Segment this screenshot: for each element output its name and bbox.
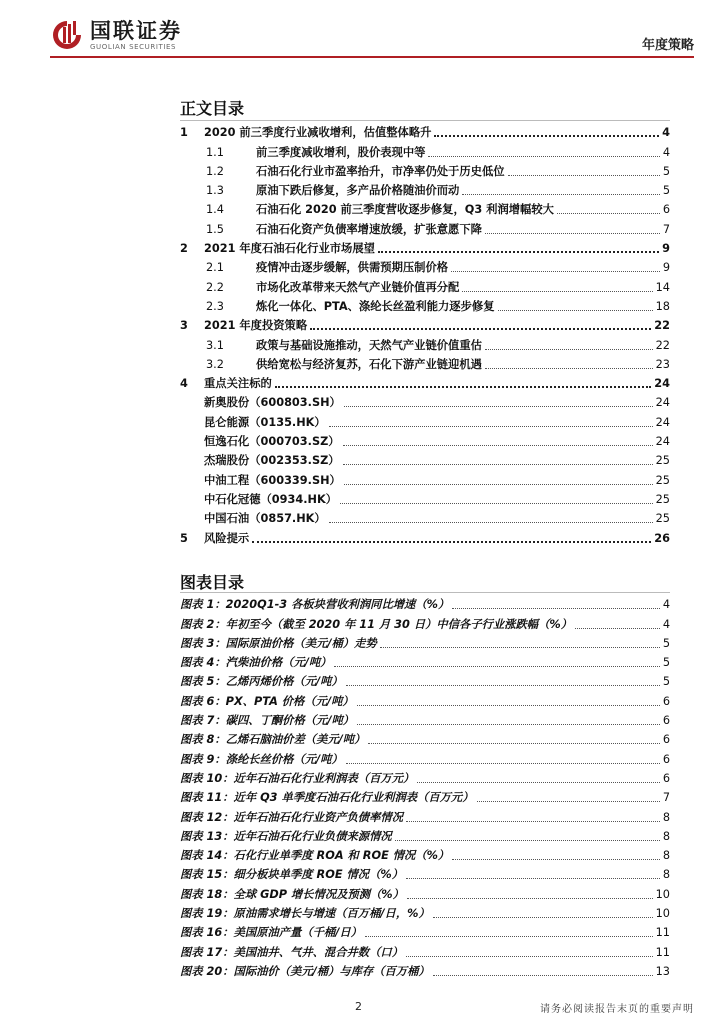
toc-entry-number: 3.2 xyxy=(206,357,224,371)
figure-entry-page: 5 xyxy=(662,656,670,670)
figure-leader-dots xyxy=(452,608,660,609)
figure-entry[interactable] xyxy=(180,921,670,940)
figure-entry[interactable] xyxy=(180,882,670,901)
toc-entry-title: 2020 前三季度行业减收增利，估值整体略升 xyxy=(204,126,432,140)
toc-entry-page: 24 xyxy=(654,377,670,391)
toc-entry-page: 5 xyxy=(662,184,670,198)
company-logo xyxy=(50,18,182,52)
toc-leader-dots xyxy=(343,445,653,446)
figure-entry-page: 6 xyxy=(662,752,670,766)
figure-entry[interactable] xyxy=(180,747,670,766)
toc-leader-dots xyxy=(378,251,659,253)
figure-entry-title: 图表 2：年初至今（截至 2020 年 11 月 30 日）中信各子行业涨跌幅（%） xyxy=(180,617,573,631)
toc-leader-dots xyxy=(451,271,660,272)
toc-entry-title: 中国石油（0857.HK） xyxy=(204,512,326,526)
toc-entry-page: 4 xyxy=(662,126,670,140)
toc-leader-dots xyxy=(329,522,653,523)
logo-english-name: GUOLIAN SECURITIES xyxy=(90,42,177,51)
toc-leader-dots xyxy=(485,233,660,234)
figure-entry-page: 4 xyxy=(662,598,670,612)
figure-leader-dots xyxy=(395,840,660,841)
table-of-contents xyxy=(180,121,670,546)
figure-entry-page: 6 xyxy=(662,714,670,728)
figure-entry-page: 8 xyxy=(662,868,670,882)
report-type-label: 年度策略 xyxy=(641,38,694,53)
figure-entry-title: 图表 9：涤纶长丝价格（元/吨） xyxy=(180,752,343,766)
toc-entry[interactable] xyxy=(180,121,670,140)
toc-entry-number: 2.1 xyxy=(206,261,224,275)
figure-leader-dots xyxy=(452,859,660,860)
toc-entry-title: 石油石化 2020 前三季度营收逐步修复，Q3 利润增幅较大 xyxy=(256,203,554,217)
toc-entry[interactable] xyxy=(180,430,670,449)
figure-leader-dots xyxy=(406,821,660,822)
toc-leader-dots xyxy=(275,386,651,388)
toc-entry[interactable] xyxy=(180,160,670,179)
toc-entry-title: 中石化冠德（0934.HK） xyxy=(204,492,338,506)
figure-entry[interactable] xyxy=(180,940,670,959)
toc-entry[interactable] xyxy=(180,372,670,391)
toc-entry-page: 9 xyxy=(662,261,670,275)
page-number: 2 xyxy=(355,1000,362,1013)
toc-entry[interactable] xyxy=(180,237,670,256)
toc-entry-page: 4 xyxy=(662,145,670,159)
toc-entry-title: 杰瑞股份（002353.SZ） xyxy=(204,454,340,468)
toc-entry-title: 昆仑能源（0135.HK） xyxy=(204,415,326,429)
toc-leader-dots xyxy=(344,406,653,407)
figure-entry-page: 11 xyxy=(655,926,670,940)
figure-leader-dots xyxy=(575,628,660,629)
figure-leader-dots xyxy=(433,917,653,918)
toc-leader-dots xyxy=(485,349,653,350)
figure-leader-dots xyxy=(406,878,660,879)
figure-entry-title: 图表 5：乙烯丙烯价格（元/吨） xyxy=(180,675,343,689)
figure-entry-title: 图表 3：国际原油价格（美元/桶）走势 xyxy=(180,636,377,650)
figure-leader-dots xyxy=(368,743,659,744)
figure-leader-dots xyxy=(406,956,653,957)
figure-entry-title: 图表 13：近年石油石化行业负债来源情况 xyxy=(180,829,392,843)
toc-entry-number: 2.3 xyxy=(206,299,224,313)
figure-entry-title: 图表 11：近年 Q3 单季度石油石化行业利润表（百万元） xyxy=(180,791,474,805)
toc-entry-page: 22 xyxy=(654,319,670,333)
figure-leader-dots xyxy=(433,975,653,976)
logo-chinese-name: 国联证券 xyxy=(90,18,182,43)
toc-entry-number: 3.1 xyxy=(206,338,224,352)
toc-entry-page: 24 xyxy=(655,396,670,410)
figure-entry[interactable] xyxy=(180,863,670,882)
figure-entry-title: 图表 16：美国原油产量（千桶/日） xyxy=(180,926,362,940)
toc-entry-title: 政策与基础设施推动，天然气产业链价值重估 xyxy=(256,338,482,352)
toc-entry-page: 24 xyxy=(655,435,670,449)
toc-entry-page: 24 xyxy=(655,415,670,429)
footer-disclaimer: 请务必阅读报告末页的重要声明 xyxy=(540,1004,694,1015)
figure-entry-page: 5 xyxy=(662,675,670,689)
figure-entry[interactable] xyxy=(180,728,670,747)
figure-entry[interactable] xyxy=(180,844,670,863)
toc-entry-title: 中油工程（600339.SH） xyxy=(204,473,341,487)
figure-leader-dots xyxy=(346,685,660,686)
figure-entry-page: 6 xyxy=(662,733,670,747)
figure-entry-title: 图表 17：美国油井、气井、混合井数（口） xyxy=(180,945,403,959)
toc-entry-number: 1.2 xyxy=(206,164,224,178)
figure-leader-dots xyxy=(357,724,660,725)
figure-entry-page: 8 xyxy=(662,829,670,843)
toc-entry-title: 重点关注标的 xyxy=(204,377,272,391)
figure-entry-page: 5 xyxy=(662,636,670,650)
figure-entry-title: 图表 7：碳四、丁酮价格（元/吨） xyxy=(180,714,355,728)
figure-entry-title: 图表 12：近年石油石化行业资产负债率情况 xyxy=(180,810,403,824)
toc-leader-dots xyxy=(343,464,653,465)
toc-leader-dots xyxy=(485,368,653,369)
toc-entry-title: 疫情冲击逐步缓解，供需预期压制价格 xyxy=(256,261,449,275)
toc-entry-title: 石油石化行业市盈率抬升，市净率仍处于历史低位 xyxy=(256,164,505,178)
figure-leader-dots xyxy=(346,763,660,764)
toc-entry[interactable] xyxy=(180,353,670,372)
figure-entry-title: 图表 1：2020Q1-3 各板块营收利润同比增速（%） xyxy=(180,598,450,612)
figure-entry-page: 10 xyxy=(655,887,670,901)
figure-leader-dots xyxy=(380,647,660,648)
guolian-logo-icon xyxy=(50,18,84,52)
toc-leader-dots xyxy=(557,213,660,214)
toc-entry-number: 1.1 xyxy=(206,145,224,159)
figure-entry[interactable] xyxy=(180,651,670,670)
toc-leader-dots xyxy=(252,541,651,543)
toc-leader-dots xyxy=(344,484,653,485)
toc-entry-number: 1.3 xyxy=(206,184,224,198)
figure-leader-dots xyxy=(477,801,660,802)
toc-leader-dots xyxy=(340,503,653,504)
toc-entry-number: 2 xyxy=(180,242,188,256)
toc-leader-dots xyxy=(508,175,660,176)
toc-entry-title: 风险提示 xyxy=(204,531,250,545)
figure-entry-title: 图表 20：国际油价（美元/桶）与库存（百万桶） xyxy=(180,964,430,978)
toc-entry[interactable] xyxy=(180,391,670,410)
figure-entry[interactable] xyxy=(180,709,670,728)
contents-title: 正文目录 xyxy=(180,99,245,118)
figure-entry-title: 图表 10：近年石油石化行业利润表（百万元） xyxy=(180,771,415,785)
toc-entry[interactable] xyxy=(180,217,670,236)
toc-entry-page: 22 xyxy=(655,338,670,352)
figure-entry[interactable] xyxy=(180,632,670,651)
figure-entry[interactable] xyxy=(180,825,670,844)
figure-entry[interactable] xyxy=(180,786,670,805)
toc-entry-title: 2021 年度投资策略 xyxy=(204,319,308,333)
figure-entry[interactable] xyxy=(180,670,670,689)
figure-entry-page: 10 xyxy=(655,907,670,921)
toc-leader-dots xyxy=(329,426,653,427)
toc-entry-page: 23 xyxy=(655,357,670,371)
figure-entry-title: 图表 18：全球 GDP 增长情况及预测（%） xyxy=(180,887,404,901)
figure-entry-page: 7 xyxy=(662,791,670,805)
toc-leader-dots xyxy=(462,291,652,292)
toc-leader-dots xyxy=(428,156,659,157)
toc-entry[interactable] xyxy=(180,140,670,159)
figure-entry-page: 11 xyxy=(655,945,670,959)
toc-entry[interactable] xyxy=(180,198,670,217)
figure-entry-page: 4 xyxy=(662,617,670,631)
figure-leader-dots xyxy=(365,936,653,937)
toc-entry-title: 供给宽松与经济复苏，石化下游产业链迎机遇 xyxy=(256,357,482,371)
figure-entry-title: 图表 19：原油需求增长与增速（百万桶/日，%） xyxy=(180,907,430,921)
toc-leader-dots xyxy=(434,135,659,137)
toc-entry-number: 5 xyxy=(180,531,188,545)
list-of-figures xyxy=(180,593,670,979)
toc-entry[interactable] xyxy=(180,410,670,429)
figure-entry[interactable] xyxy=(180,612,670,631)
figure-entry-title: 图表 15：细分板块单季度 ROE 情况（%） xyxy=(180,868,404,882)
toc-entry[interactable] xyxy=(180,488,670,507)
toc-entry[interactable] xyxy=(180,256,670,275)
toc-entry-page: 25 xyxy=(655,492,670,506)
figure-leader-dots xyxy=(407,898,653,899)
figure-entry-page: 8 xyxy=(662,849,670,863)
figure-entry[interactable] xyxy=(180,689,670,708)
figure-entry-page: 8 xyxy=(662,810,670,824)
toc-entry-title: 2021 年度石油石化行业市场展望 xyxy=(204,242,375,256)
figures-title: 图表目录 xyxy=(180,573,245,592)
figure-entry[interactable] xyxy=(180,960,670,979)
toc-entry[interactable] xyxy=(180,275,670,294)
toc-entry-title: 恒逸石化（000703.SZ） xyxy=(204,435,340,449)
toc-entry[interactable] xyxy=(180,314,670,333)
toc-entry-page: 25 xyxy=(655,473,670,487)
header-divider xyxy=(50,56,694,58)
toc-entry-number: 1 xyxy=(180,126,188,140)
figure-leader-dots xyxy=(357,705,660,706)
figure-entry-title: 图表 14：石化行业单季度 ROA 和 ROE 情况（%） xyxy=(180,849,450,863)
toc-entry-number: 1.4 xyxy=(206,203,224,217)
figure-entry[interactable] xyxy=(180,593,670,612)
toc-entry-number: 1.5 xyxy=(206,222,224,236)
figure-leader-dots xyxy=(334,666,659,667)
figure-entry-page: 6 xyxy=(662,694,670,708)
figure-entry[interactable] xyxy=(180,805,670,824)
figure-entry-title: 图表 8：乙烯石脑油价差（美元/吨） xyxy=(180,733,366,747)
toc-leader-dots xyxy=(498,310,653,311)
toc-entry-page: 26 xyxy=(654,531,670,545)
toc-entry-title: 新奥股份（600803.SH） xyxy=(204,396,341,410)
toc-entry[interactable] xyxy=(180,507,670,526)
toc-entry-title: 原油下跌后修复，多产品价格随油价而动 xyxy=(256,184,460,198)
toc-entry[interactable] xyxy=(180,295,670,314)
figure-entry[interactable] xyxy=(180,902,670,921)
toc-entry[interactable] xyxy=(180,526,670,545)
toc-entry-title: 石油石化资产负债率增速放缓，扩张意愿下降 xyxy=(256,222,482,236)
toc-entry-title: 市场化改革带来天然气产业链价值再分配 xyxy=(256,280,460,294)
toc-entry-title: 前三季度减收增利，股价表现中等 xyxy=(256,145,426,159)
toc-entry-title: 炼化一体化、PTA、涤纶长丝盈利能力逐步修复 xyxy=(256,299,495,313)
toc-entry[interactable] xyxy=(180,468,670,487)
toc-leader-dots xyxy=(462,194,659,195)
figure-entry-title: 图表 6：PX、PTA 价格（元/吨） xyxy=(180,694,354,708)
toc-entry[interactable] xyxy=(180,179,670,198)
toc-entry[interactable] xyxy=(180,333,670,352)
toc-entry-page: 18 xyxy=(655,299,670,313)
toc-entry[interactable] xyxy=(180,449,670,468)
figure-leader-dots xyxy=(417,782,660,783)
toc-entry-page: 5 xyxy=(662,164,670,178)
figure-entry-page: 6 xyxy=(662,771,670,785)
figure-entry-page: 13 xyxy=(655,964,670,978)
toc-entry-number: 4 xyxy=(180,377,188,391)
toc-entry-number: 3 xyxy=(180,319,188,333)
figure-entry[interactable] xyxy=(180,767,670,786)
toc-entry-number: 2.2 xyxy=(206,280,224,294)
toc-entry-page: 25 xyxy=(655,512,670,526)
toc-entry-page: 9 xyxy=(662,242,670,256)
toc-leader-dots xyxy=(310,328,651,330)
toc-entry-page: 7 xyxy=(662,222,670,236)
toc-entry-page: 14 xyxy=(655,280,670,294)
toc-entry-page: 6 xyxy=(662,203,670,217)
toc-entry-page: 25 xyxy=(655,454,670,468)
figure-entry-title: 图表 4：汽柴油价格（元/吨） xyxy=(180,656,332,670)
